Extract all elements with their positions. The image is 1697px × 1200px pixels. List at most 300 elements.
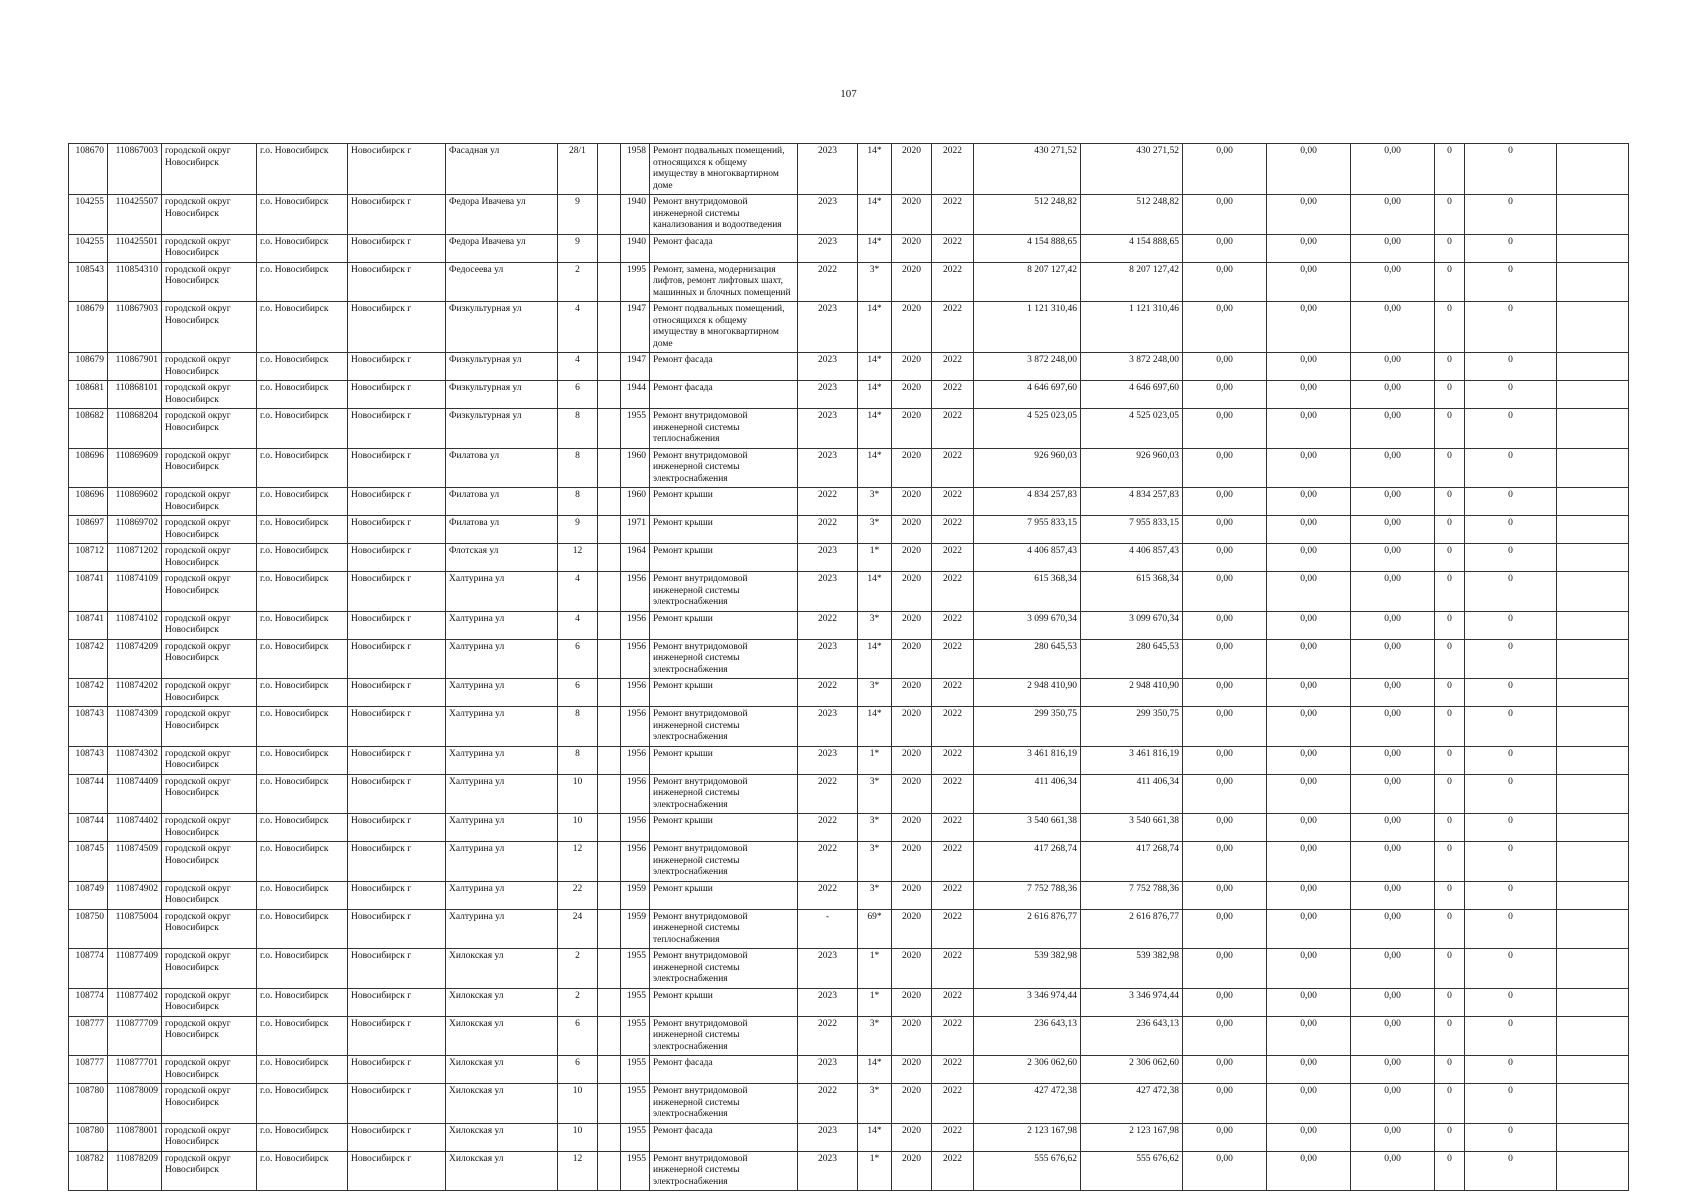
cell-count-1: 0 [1435, 1084, 1465, 1124]
cell-house-number: 8 [558, 448, 598, 488]
cell-building [598, 746, 621, 774]
cell-city-district: г.о. Новосибирск [257, 448, 348, 488]
cell-work-type: Ремонт внутридомовой инженерной системы электроснабжения [650, 1016, 798, 1056]
table-row [69, 774, 1629, 814]
cell-value-2: 0,00 [1267, 302, 1351, 353]
cell-building [598, 302, 621, 353]
cell-value-3: 0,00 [1351, 679, 1435, 707]
cell-total-cost: 4 646 697,60 [974, 381, 1081, 409]
cell-municipality: городской округ Новосибирск [162, 572, 257, 612]
cell-house-number: 28/1 [558, 144, 598, 195]
cell-count-2: 0 [1465, 881, 1557, 909]
cell-locality: Новосибирск г [348, 302, 446, 353]
cell-value-1: 0,00 [1183, 909, 1267, 949]
cell-value-2: 0,00 [1267, 988, 1351, 1016]
cell-street: Хилокская ул [446, 949, 558, 989]
cell-mark: 3* [858, 516, 892, 544]
cell-count-1: 0 [1435, 909, 1465, 949]
cell-city-district: г.о. Новосибирск [257, 881, 348, 909]
cell-year-built: 1944 [621, 381, 650, 409]
cell-city-district: г.о. Новосибирск [257, 195, 348, 235]
cell-period-end: 2022 [932, 262, 974, 302]
cell-year-built: 1956 [621, 611, 650, 639]
cell-building [598, 707, 621, 747]
cell-object-code: 110425501 [108, 234, 162, 262]
cell-period-start: 2020 [892, 488, 932, 516]
cell-fund-cost: 615 368,34 [1081, 572, 1183, 612]
cell-house-number: 12 [558, 1151, 598, 1191]
cell-value-1: 0,00 [1183, 544, 1267, 572]
cell-total-cost: 2 123 167,98 [974, 1123, 1081, 1151]
cell-mark: 14* [858, 302, 892, 353]
cell-total-cost: 3 540 661,38 [974, 814, 1081, 842]
cell-count-2: 0 [1465, 516, 1557, 544]
cell-count-2: 0 [1465, 488, 1557, 516]
cell-city-district: г.о. Новосибирск [257, 409, 348, 449]
cell-locality: Новосибирск г [348, 234, 446, 262]
cell-mark: 3* [858, 1084, 892, 1124]
cell-note [1557, 234, 1629, 262]
cell-value-1: 0,00 [1183, 381, 1267, 409]
cell-city-district: г.о. Новосибирск [257, 1151, 348, 1191]
cell-object-code: 110869609 [108, 448, 162, 488]
table-row [69, 409, 1629, 449]
cell-value-1: 0,00 [1183, 302, 1267, 353]
cell-mark: 14* [858, 448, 892, 488]
cell-value-1: 0,00 [1183, 746, 1267, 774]
cell-value-1: 0,00 [1183, 448, 1267, 488]
cell-planned-year: 2022 [798, 262, 858, 302]
cell-total-cost: 430 271,52 [974, 144, 1081, 195]
cell-period-end: 2022 [932, 1016, 974, 1056]
cell-mark: 1* [858, 949, 892, 989]
cell-value-2: 0,00 [1267, 679, 1351, 707]
cell-fund-cost: 2 306 062,60 [1081, 1056, 1183, 1084]
page-number: 107 [840, 88, 857, 100]
cell-planned-year: 2023 [798, 572, 858, 612]
cell-building [598, 448, 621, 488]
cell-municipality: городской округ Новосибирск [162, 611, 257, 639]
cell-count-1: 0 [1435, 774, 1465, 814]
cell-note [1557, 611, 1629, 639]
cell-object-id: 108780 [69, 1084, 108, 1124]
cell-period-end: 2022 [932, 516, 974, 544]
cell-value-2: 0,00 [1267, 144, 1351, 195]
cell-count-1: 0 [1435, 262, 1465, 302]
cell-count-1: 0 [1435, 611, 1465, 639]
cell-municipality: городской округ Новосибирск [162, 774, 257, 814]
cell-count-2: 0 [1465, 234, 1557, 262]
cell-city-district: г.о. Новосибирск [257, 262, 348, 302]
cell-count-2: 0 [1465, 448, 1557, 488]
cell-house-number: 6 [558, 1056, 598, 1084]
cell-value-3: 0,00 [1351, 195, 1435, 235]
cell-planned-year: 2023 [798, 302, 858, 353]
cell-year-built: 1956 [621, 774, 650, 814]
cell-object-id: 104255 [69, 195, 108, 235]
cell-building [598, 488, 621, 516]
cell-value-3: 0,00 [1351, 353, 1435, 381]
cell-count-2: 0 [1465, 707, 1557, 747]
cell-value-3: 0,00 [1351, 1016, 1435, 1056]
cell-street: Халтурина ул [446, 774, 558, 814]
cell-note [1557, 572, 1629, 612]
cell-count-2: 0 [1465, 611, 1557, 639]
cell-planned-year: 2023 [798, 234, 858, 262]
cell-planned-year: 2022 [798, 814, 858, 842]
cell-planned-year: 2023 [798, 144, 858, 195]
cell-note [1557, 262, 1629, 302]
cell-value-3: 0,00 [1351, 774, 1435, 814]
cell-municipality: городской округ Новосибирск [162, 842, 257, 882]
cell-object-id: 108782 [69, 1151, 108, 1191]
cell-count-2: 0 [1465, 1084, 1557, 1124]
cell-value-2: 0,00 [1267, 572, 1351, 612]
cell-value-1: 0,00 [1183, 988, 1267, 1016]
cell-value-3: 0,00 [1351, 544, 1435, 572]
cell-municipality: городской округ Новосибирск [162, 381, 257, 409]
cell-city-district: г.о. Новосибирск [257, 949, 348, 989]
cell-period-end: 2022 [932, 814, 974, 842]
cell-object-code: 110874109 [108, 572, 162, 612]
cell-period-end: 2022 [932, 679, 974, 707]
cell-count-2: 0 [1465, 1151, 1557, 1191]
table-row [69, 1151, 1629, 1191]
cell-count-2: 0 [1465, 1123, 1557, 1151]
cell-note [1557, 544, 1629, 572]
cell-value-3: 0,00 [1351, 144, 1435, 195]
cell-building [598, 262, 621, 302]
cell-house-number: 10 [558, 774, 598, 814]
cell-house-number: 4 [558, 302, 598, 353]
cell-period-start: 2020 [892, 353, 932, 381]
cell-fund-cost: 512 248,82 [1081, 195, 1183, 235]
cell-planned-year: 2023 [798, 639, 858, 679]
cell-house-number: 10 [558, 1084, 598, 1124]
cell-object-id: 108745 [69, 842, 108, 882]
cell-note [1557, 746, 1629, 774]
cell-work-type: Ремонт внутридомовой инженерной системы электроснабжения [650, 572, 798, 612]
cell-object-id: 108670 [69, 144, 108, 195]
cell-object-code: 110874309 [108, 707, 162, 747]
cell-object-id: 108777 [69, 1016, 108, 1056]
cell-total-cost: 539 382,98 [974, 949, 1081, 989]
cell-mark: 14* [858, 1056, 892, 1084]
cell-object-code: 110867901 [108, 353, 162, 381]
cell-planned-year: - [798, 909, 858, 949]
cell-total-cost: 417 268,74 [974, 842, 1081, 882]
cell-object-id: 108742 [69, 639, 108, 679]
cell-total-cost: 2 306 062,60 [974, 1056, 1081, 1084]
cell-object-code: 110867003 [108, 144, 162, 195]
cell-value-2: 0,00 [1267, 516, 1351, 544]
cell-object-code: 110874402 [108, 814, 162, 842]
cell-city-district: г.о. Новосибирск [257, 988, 348, 1016]
cell-work-type: Ремонт внутридомовой инженерной системы электроснабжения [650, 707, 798, 747]
cell-period-end: 2022 [932, 302, 974, 353]
cell-period-start: 2020 [892, 262, 932, 302]
cell-value-2: 0,00 [1267, 488, 1351, 516]
cell-value-1: 0,00 [1183, 488, 1267, 516]
cell-municipality: городской округ Новосибирск [162, 409, 257, 449]
cell-building [598, 814, 621, 842]
cell-building [598, 544, 621, 572]
cell-value-1: 0,00 [1183, 572, 1267, 612]
cell-total-cost: 7 752 788,36 [974, 881, 1081, 909]
cell-municipality: городской округ Новосибирск [162, 1016, 257, 1056]
table-row [69, 381, 1629, 409]
cell-locality: Новосибирск г [348, 746, 446, 774]
cell-count-2: 0 [1465, 262, 1557, 302]
cell-municipality: городской округ Новосибирск [162, 746, 257, 774]
cell-mark: 14* [858, 234, 892, 262]
cell-city-district: г.о. Новосибирск [257, 516, 348, 544]
cell-period-start: 2020 [892, 234, 932, 262]
cell-city-district: г.о. Новосибирск [257, 572, 348, 612]
cell-object-code: 110874209 [108, 639, 162, 679]
cell-period-start: 2020 [892, 516, 932, 544]
cell-municipality: городской округ Новосибирск [162, 544, 257, 572]
cell-street: Хилокская ул [446, 988, 558, 1016]
cell-period-start: 2020 [892, 1151, 932, 1191]
cell-year-built: 1955 [621, 1123, 650, 1151]
cell-period-end: 2022 [932, 353, 974, 381]
cell-street: Федосеева ул [446, 262, 558, 302]
cell-value-2: 0,00 [1267, 639, 1351, 679]
cell-object-id: 108679 [69, 302, 108, 353]
cell-municipality: городской округ Новосибирск [162, 881, 257, 909]
cell-planned-year: 2023 [798, 1123, 858, 1151]
cell-year-built: 1964 [621, 544, 650, 572]
cell-value-1: 0,00 [1183, 1123, 1267, 1151]
cell-building [598, 679, 621, 707]
cell-city-district: г.о. Новосибирск [257, 842, 348, 882]
cell-house-number: 9 [558, 516, 598, 544]
cell-count-1: 0 [1435, 881, 1465, 909]
cell-value-2: 0,00 [1267, 814, 1351, 842]
cell-work-type: Ремонт крыши [650, 488, 798, 516]
cell-value-2: 0,00 [1267, 774, 1351, 814]
cell-building [598, 909, 621, 949]
cell-street: Хилокская ул [446, 1056, 558, 1084]
cell-object-code: 110869702 [108, 516, 162, 544]
cell-object-code: 110877402 [108, 988, 162, 1016]
cell-building [598, 881, 621, 909]
cell-work-type: Ремонт внутридомовой инженерной системы электроснабжения [650, 448, 798, 488]
cell-value-1: 0,00 [1183, 262, 1267, 302]
cell-period-start: 2020 [892, 909, 932, 949]
cell-locality: Новосибирск г [348, 516, 446, 544]
cell-municipality: городской округ Новосибирск [162, 1084, 257, 1124]
cell-fund-cost: 4 646 697,60 [1081, 381, 1183, 409]
cell-city-district: г.о. Новосибирск [257, 302, 348, 353]
cell-object-id: 108750 [69, 909, 108, 949]
cell-year-built: 1955 [621, 1084, 650, 1124]
cell-object-id: 108780 [69, 1123, 108, 1151]
cell-period-end: 2022 [932, 639, 974, 679]
cell-street: Хилокская ул [446, 1016, 558, 1056]
cell-note [1557, 409, 1629, 449]
cell-period-end: 2022 [932, 1123, 974, 1151]
cell-year-built: 1956 [621, 572, 650, 612]
cell-period-start: 2020 [892, 544, 932, 572]
cell-value-1: 0,00 [1183, 611, 1267, 639]
cell-work-type: Ремонт, замена, модернизация лифтов, ремонт лифтовых шахт, машинных и блочных помещений [650, 262, 798, 302]
cell-total-cost: 926 960,03 [974, 448, 1081, 488]
cell-count-1: 0 [1435, 1016, 1465, 1056]
cell-count-2: 0 [1465, 572, 1557, 612]
cell-locality: Новосибирск г [348, 1056, 446, 1084]
cell-house-number: 6 [558, 639, 598, 679]
cell-work-type: Ремонт крыши [650, 746, 798, 774]
cell-total-cost: 4 525 023,05 [974, 409, 1081, 449]
cell-locality: Новосибирск г [348, 814, 446, 842]
cell-street: Физкультурная ул [446, 409, 558, 449]
cell-locality: Новосибирск г [348, 448, 446, 488]
cell-locality: Новосибирск г [348, 988, 446, 1016]
cell-value-3: 0,00 [1351, 1056, 1435, 1084]
cell-house-number: 6 [558, 679, 598, 707]
cell-value-1: 0,00 [1183, 516, 1267, 544]
cell-count-1: 0 [1435, 144, 1465, 195]
cell-object-id: 108543 [69, 262, 108, 302]
cell-street: Хилокская ул [446, 1123, 558, 1151]
cell-municipality: городской округ Новосибирск [162, 262, 257, 302]
cell-city-district: г.о. Новосибирск [257, 774, 348, 814]
cell-value-2: 0,00 [1267, 409, 1351, 449]
cell-value-3: 0,00 [1351, 1123, 1435, 1151]
cell-total-cost: 555 676,62 [974, 1151, 1081, 1191]
cell-street: Халтурина ул [446, 881, 558, 909]
cell-house-number: 9 [558, 195, 598, 235]
cell-city-district: г.о. Новосибирск [257, 381, 348, 409]
cell-period-start: 2020 [892, 381, 932, 409]
cell-note [1557, 842, 1629, 882]
cell-value-1: 0,00 [1183, 409, 1267, 449]
cell-work-type: Ремонт внутридомовой инженерной системы электроснабжения [650, 949, 798, 989]
cell-object-id: 108744 [69, 814, 108, 842]
cell-note [1557, 949, 1629, 989]
cell-fund-cost: 2 948 410,90 [1081, 679, 1183, 707]
cell-note [1557, 302, 1629, 353]
cell-value-3: 0,00 [1351, 572, 1435, 612]
cell-value-2: 0,00 [1267, 1016, 1351, 1056]
cell-street: Халтурина ул [446, 707, 558, 747]
cell-mark: 14* [858, 1123, 892, 1151]
cell-mark: 14* [858, 409, 892, 449]
cell-municipality: городской округ Новосибирск [162, 639, 257, 679]
cell-street: Физкультурная ул [446, 381, 558, 409]
cell-period-end: 2022 [932, 572, 974, 612]
cell-work-type: Ремонт внутридомовой инженерной системы электроснабжения [650, 774, 798, 814]
cell-house-number: 12 [558, 842, 598, 882]
cell-value-1: 0,00 [1183, 195, 1267, 235]
table-row [69, 842, 1629, 882]
cell-note [1557, 448, 1629, 488]
cell-fund-cost: 4 154 888,65 [1081, 234, 1183, 262]
cell-planned-year: 2022 [798, 1084, 858, 1124]
cell-municipality: городской округ Новосибирск [162, 488, 257, 516]
cell-street: Халтурина ул [446, 842, 558, 882]
cell-city-district: г.о. Новосибирск [257, 1016, 348, 1056]
cell-object-code: 110425507 [108, 195, 162, 235]
cell-mark: 69* [858, 909, 892, 949]
cell-mark: 3* [858, 1016, 892, 1056]
cell-object-id: 108697 [69, 516, 108, 544]
cell-object-code: 110874202 [108, 679, 162, 707]
cell-value-2: 0,00 [1267, 949, 1351, 989]
cell-building [598, 1016, 621, 1056]
cell-note [1557, 639, 1629, 679]
cell-mark: 14* [858, 144, 892, 195]
cell-count-2: 0 [1465, 949, 1557, 989]
cell-street: Хилокская ул [446, 1151, 558, 1191]
cell-object-id: 108682 [69, 409, 108, 449]
cell-note [1557, 1151, 1629, 1191]
cell-count-2: 0 [1465, 381, 1557, 409]
table-row [69, 1016, 1629, 1056]
cell-value-1: 0,00 [1183, 707, 1267, 747]
cell-work-type: Ремонт фасада [650, 234, 798, 262]
cell-house-number: 8 [558, 746, 598, 774]
cell-year-built: 1955 [621, 1056, 650, 1084]
cell-fund-cost: 7 752 788,36 [1081, 881, 1183, 909]
cell-count-1: 0 [1435, 544, 1465, 572]
cell-city-district: г.о. Новосибирск [257, 707, 348, 747]
cell-period-end: 2022 [932, 774, 974, 814]
cell-year-built: 1956 [621, 679, 650, 707]
cell-house-number: 22 [558, 881, 598, 909]
table-row [69, 302, 1629, 353]
cell-total-cost: 236 643,13 [974, 1016, 1081, 1056]
cell-count-2: 0 [1465, 195, 1557, 235]
cell-period-end: 2022 [932, 909, 974, 949]
cell-fund-cost: 4 834 257,83 [1081, 488, 1183, 516]
cell-total-cost: 1 121 310,46 [974, 302, 1081, 353]
cell-count-1: 0 [1435, 814, 1465, 842]
cell-value-3: 0,00 [1351, 707, 1435, 747]
cell-object-id: 108774 [69, 988, 108, 1016]
cell-count-1: 0 [1435, 234, 1465, 262]
cell-value-2: 0,00 [1267, 707, 1351, 747]
cell-work-type: Ремонт внутридомовой инженерной системы электроснабжения [650, 1151, 798, 1191]
table-row [69, 448, 1629, 488]
cell-mark: 1* [858, 988, 892, 1016]
cell-period-end: 2022 [932, 1056, 974, 1084]
cell-count-2: 0 [1465, 302, 1557, 353]
cell-value-2: 0,00 [1267, 1123, 1351, 1151]
cell-fund-cost: 299 350,75 [1081, 707, 1183, 747]
cell-building [598, 234, 621, 262]
cell-municipality: городской округ Новосибирск [162, 988, 257, 1016]
cell-object-code: 110874902 [108, 881, 162, 909]
cell-value-1: 0,00 [1183, 639, 1267, 679]
cell-object-id: 104255 [69, 234, 108, 262]
cell-locality: Новосибирск г [348, 774, 446, 814]
cell-building [598, 949, 621, 989]
cell-total-cost: 8 207 127,42 [974, 262, 1081, 302]
cell-period-end: 2022 [932, 746, 974, 774]
cell-note [1557, 909, 1629, 949]
cell-total-cost: 512 248,82 [974, 195, 1081, 235]
cell-total-cost: 3 346 974,44 [974, 988, 1081, 1016]
cell-work-type: Ремонт крыши [650, 679, 798, 707]
cell-period-end: 2022 [932, 988, 974, 1016]
cell-planned-year: 2023 [798, 353, 858, 381]
cell-planned-year: 2023 [798, 381, 858, 409]
cell-house-number: 2 [558, 262, 598, 302]
cell-house-number: 8 [558, 488, 598, 516]
